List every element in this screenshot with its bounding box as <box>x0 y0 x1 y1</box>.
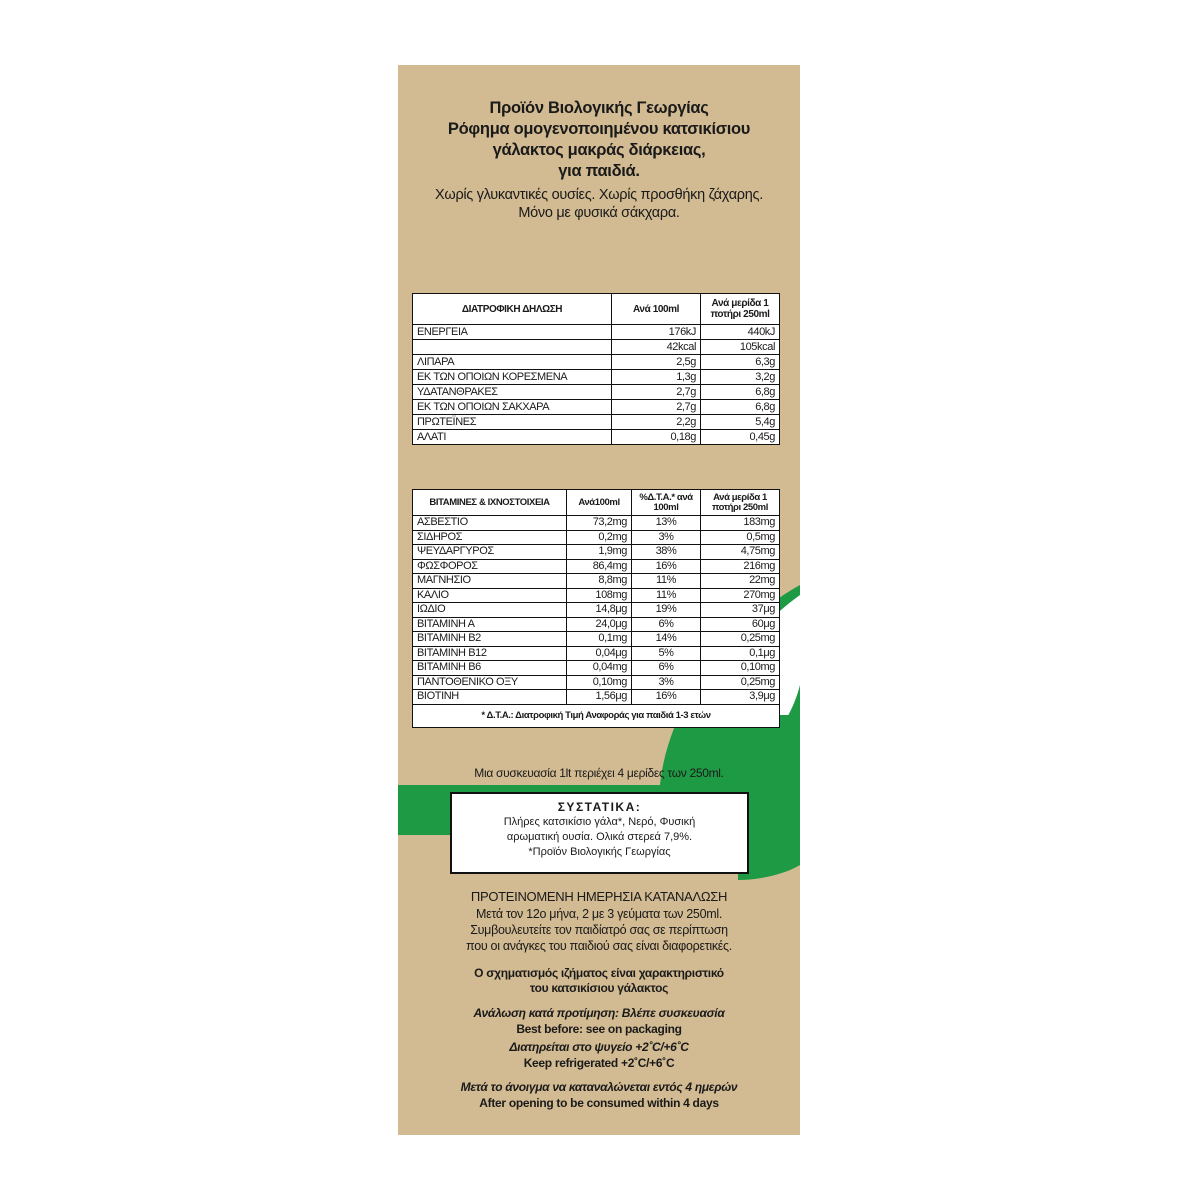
nutrition-cell-per100: 1,3g <box>612 370 701 385</box>
best-before-gr: Ανάλωση κατά προτίμηση: Βλέπε συσκευασία <box>473 1006 725 1020</box>
vitamin-cell-pct: 38% <box>632 545 701 560</box>
nutrition-cell-label: ΛΙΠΑΡΑ <box>413 355 612 370</box>
vitamin-row <box>413 646 780 661</box>
vitamin-cell-per-serving: 4,75mg <box>701 545 780 560</box>
nutrition-row <box>413 340 780 355</box>
vitamin-row <box>413 675 780 690</box>
nutrition-cell-per-serving: 6,3g <box>701 355 780 370</box>
vitamin-cell-label: ΜΑΓΝΗΣΙΟ <box>413 574 567 589</box>
nutrition-cell-per-serving: 0,45g <box>701 430 780 445</box>
nutrition-cell-per-serving: 105kcal <box>701 340 780 355</box>
vitamin-cell-per100: 73,2mg <box>567 516 632 531</box>
vitamin-cell-per100: 0,1mg <box>567 632 632 647</box>
vitamin-cell-pct: 16% <box>632 690 701 705</box>
subtitle-line-1: Χωρίς γλυκαντικές ουσίες. Χωρίς προσθήκη ζάχαρης. <box>435 187 763 203</box>
vitamins-header-per100: Ανά100ml <box>567 490 632 516</box>
nutrition-cell-per-serving: 5,4g <box>701 415 780 430</box>
vitamin-cell-label: ΚΑΛΙΟ <box>413 588 567 603</box>
vitamin-cell-pct: 6% <box>632 617 701 632</box>
vitamin-cell-label: ΒΙΤΑΜΙΝΗ Β2 <box>413 632 567 647</box>
vitamin-cell-label: ΣΙΔΗΡΟΣ <box>413 530 567 545</box>
nutrition-cell-per100: 176kJ <box>612 325 701 340</box>
nutrition-cell-label: ΕΚ ΤΩΝ ΟΠΟΙΩΝ ΚΟΡΕΣΜΕΝΑ <box>413 370 612 385</box>
vitamins-header-per-serving: Ανά μερίδα 1 ποτήρι 250ml <box>701 490 780 516</box>
subtitle-line-2: Μόνο με φυσικά σάκχαρα. <box>518 205 680 221</box>
vitamin-cell-pct: 11% <box>632 574 701 589</box>
vitamin-row <box>413 516 780 531</box>
vitamin-cell-per100: 0,2mg <box>567 530 632 545</box>
nutrition-cell-label: ΕΝΕΡΓΕΙΑ <box>413 325 612 340</box>
nutrition-cell-label: ΑΛΑΤΙ <box>413 430 612 445</box>
keep-refrigerated-gr: Διατηρείται στο ψυγείο +2˚C/+6˚C <box>509 1040 689 1054</box>
vitamin-cell-pct: 6% <box>632 661 701 676</box>
vitamin-cell-label: ΒΙΤΑΜΙΝΗ Α <box>413 617 567 632</box>
sediment-note-line-2: του κατσικίσιου γάλακτος <box>529 981 669 995</box>
vitamin-cell-per-serving: 3,9μg <box>701 690 780 705</box>
vitamin-cell-per100: 0,10mg <box>567 675 632 690</box>
title-line-4: για παιδιά. <box>558 162 640 180</box>
vitamin-cell-per-serving: 37μg <box>701 603 780 618</box>
vitamin-cell-per100: 0,04μg <box>567 646 632 661</box>
vitamin-row <box>413 632 780 647</box>
consumption-heading: ΠΡΟΤΕΙΝΟΜΕΝΗ ΗΜΕΡΗΣΙΑ ΚΑΤΑΝΑΛΩΣΗ <box>470 889 728 904</box>
vitamin-cell-pct: 19% <box>632 603 701 618</box>
nutrition-cell-per-serving: 6,8g <box>701 385 780 400</box>
nutrition-cell-label: ΠΡΩΤΕΪΝΕΣ <box>413 415 612 430</box>
vitamin-cell-pct: 5% <box>632 646 701 661</box>
nutrition-header-label: ΔΙΑΤΡΟΦΙΚΗ ΔΗΛΩΣΗ <box>413 294 612 325</box>
vitamin-cell-per-serving: 0,10mg <box>701 661 780 676</box>
vitamins-header-pct: %Δ.Τ.Α.* ανά 100ml <box>632 490 701 516</box>
product-label-panel <box>398 65 800 1135</box>
vitamin-cell-pct: 14% <box>632 632 701 647</box>
vitamin-cell-per-serving: 0,25mg <box>701 632 780 647</box>
vitamin-row <box>413 545 780 560</box>
nutrition-row <box>413 430 780 445</box>
vitamin-cell-per100: 14,8μg <box>567 603 632 618</box>
vitamin-row <box>413 588 780 603</box>
nutrition-cell-label: ΕΚ ΤΩΝ ΟΠΟΙΩΝ ΣΑΚΧΑΡΑ <box>413 400 612 415</box>
vitamin-cell-per-serving: 60μg <box>701 617 780 632</box>
nutrition-cell-per100: 0,18g <box>612 430 701 445</box>
nutrition-cell-per-serving: 440kJ <box>701 325 780 340</box>
nutrition-cell-label: ΥΔΑΤΑΝΘΡΑΚΕΣ <box>413 385 612 400</box>
consumption-line-2: Συμβουλευτείτε τον παιδίατρό σας σε περίπτωση <box>470 923 728 937</box>
nutrition-table <box>412 293 780 445</box>
vitamin-cell-per100: 8,8mg <box>567 574 632 589</box>
vitamin-cell-label: ΒΙΤΑΜΙΝΗ Β12 <box>413 646 567 661</box>
vitamin-cell-per-serving: 216mg <box>701 559 780 574</box>
nutrition-row <box>413 400 780 415</box>
vitamin-cell-per-serving: 183mg <box>701 516 780 531</box>
servings-note: Μια συσκευασία 1lt περιέχει 4 μερίδες των 250ml. <box>474 766 724 780</box>
vitamin-cell-per100: 0,04mg <box>567 661 632 676</box>
after-opening-gr: Μετά το άνοιγμα να καταναλώνεται εντός 4 ημερών <box>460 1080 738 1094</box>
nutrition-cell-per100: 42kcal <box>612 340 701 355</box>
best-before-en: Best before: see on packaging <box>516 1022 682 1036</box>
vitamin-row <box>413 603 780 618</box>
ingredients-line-3: *Προϊόν Βιολογικής Γεωργίας <box>528 846 671 858</box>
vitamins-table <box>412 489 780 728</box>
nutrition-row <box>413 355 780 370</box>
nutrition-row <box>413 415 780 430</box>
vitamin-cell-pct: 11% <box>632 588 701 603</box>
nutrition-cell-per100: 2,2g <box>612 415 701 430</box>
vitamin-cell-per100: 108mg <box>567 588 632 603</box>
nutrition-row <box>413 370 780 385</box>
vitamin-cell-per100: 24,0μg <box>567 617 632 632</box>
nutrition-cell-label <box>413 340 612 355</box>
consumption-line-1: Μετά τον 12ο μήνα, 2 με 3 γεύματα των 250ml. <box>476 907 722 921</box>
vitamin-cell-per-serving: 270mg <box>701 588 780 603</box>
vitamins-footnote: * Δ.Τ.Α.: Διατροφική Τιμή Αναφοράς για παιδιά 1-3 ετών <box>413 704 780 727</box>
vitamin-cell-label: ΨΕΥΔΑΡΓΥΡΟΣ <box>413 545 567 560</box>
vitamin-row <box>413 690 780 705</box>
ingredients-box <box>450 792 749 874</box>
vitamin-cell-per-serving: 0,1μg <box>701 646 780 661</box>
nutrition-cell-per-serving: 3,2g <box>701 370 780 385</box>
nutrition-cell-per100: 2,7g <box>612 400 701 415</box>
vitamin-cell-label: ΦΩΣΦΟΡΟΣ <box>413 559 567 574</box>
nutrition-header-per-serving: Ανά μερίδα 1 ποτήρι 250ml <box>701 294 780 325</box>
vitamin-row <box>413 574 780 589</box>
vitamin-cell-label: ΒΙΟΤΙΝΗ <box>413 690 567 705</box>
nutrition-header-per100: Ανά 100ml <box>612 294 701 325</box>
vitamin-cell-label: ΒΙΤΑΜΙΝΗ Β6 <box>413 661 567 676</box>
nutrition-row <box>413 325 780 340</box>
vitamin-cell-per100: 1,56μg <box>567 690 632 705</box>
ingredients-line-2: αρωματική ουσία. Ολικά στερεά 7,9%. <box>506 831 693 843</box>
vitamin-cell-pct: 3% <box>632 530 701 545</box>
vitamin-cell-pct: 13% <box>632 516 701 531</box>
vitamin-cell-per-serving: 0,25mg <box>701 675 780 690</box>
nutrition-cell-per-serving: 6,8g <box>701 400 780 415</box>
vitamin-cell-per-serving: 22mg <box>701 574 780 589</box>
nutrition-cell-per100: 2,5g <box>612 355 701 370</box>
keep-refrigerated-en: Keep refrigerated +2˚C/+6˚C <box>523 1056 675 1070</box>
title-line-3: γάλακτος μακράς διάρκειας, <box>492 141 706 159</box>
vitamin-row <box>413 530 780 545</box>
vitamin-cell-pct: 3% <box>632 675 701 690</box>
vitamin-cell-label: ΙΩΔΙΟ <box>413 603 567 618</box>
after-opening-en: After opening to be consumed within 4 days <box>479 1096 719 1110</box>
ingredients-line-1: Πλήρες κατσικίσιο γάλα*, Νερό, Φυσική <box>503 816 696 828</box>
vitamin-row <box>413 661 780 676</box>
consumption-line-3: που οι ανάγκες του παιδιού σας είναι διαφορετικές. <box>466 939 732 953</box>
vitamin-cell-per100: 1,9mg <box>567 545 632 560</box>
nutrition-cell-per100: 2,7g <box>612 385 701 400</box>
vitamin-cell-per-serving: 0,5mg <box>701 530 780 545</box>
vitamin-cell-pct: 16% <box>632 559 701 574</box>
vitamin-row <box>413 617 780 632</box>
title-line-2: Ρόφημα ομογενοποιημένου κατσικίσιου <box>447 120 751 138</box>
title-line-1: Προϊόν Βιολογικής Γεωργίας <box>489 99 709 117</box>
vitamin-cell-per100: 86,4mg <box>567 559 632 574</box>
sediment-note-line-1: Ο σχηματισμός ιζήματος είναι χαρακτηριστικό <box>474 966 724 980</box>
vitamin-row <box>413 559 780 574</box>
ingredients-heading: ΣΥΣΤΑΤΙΚΑ: <box>557 800 642 814</box>
vitamin-cell-label: ΑΣΒΕΣΤΙΟ <box>413 516 567 531</box>
nutrition-row <box>413 385 780 400</box>
vitamins-header-label: ΒΙΤΑΜΙΝΕΣ & ΙΧΝΟΣΤΟΙΧΕΙΑ <box>413 490 567 516</box>
vitamin-cell-label: ΠΑΝΤΟΘΕΝΙΚΟ ΟΞΥ <box>413 675 567 690</box>
